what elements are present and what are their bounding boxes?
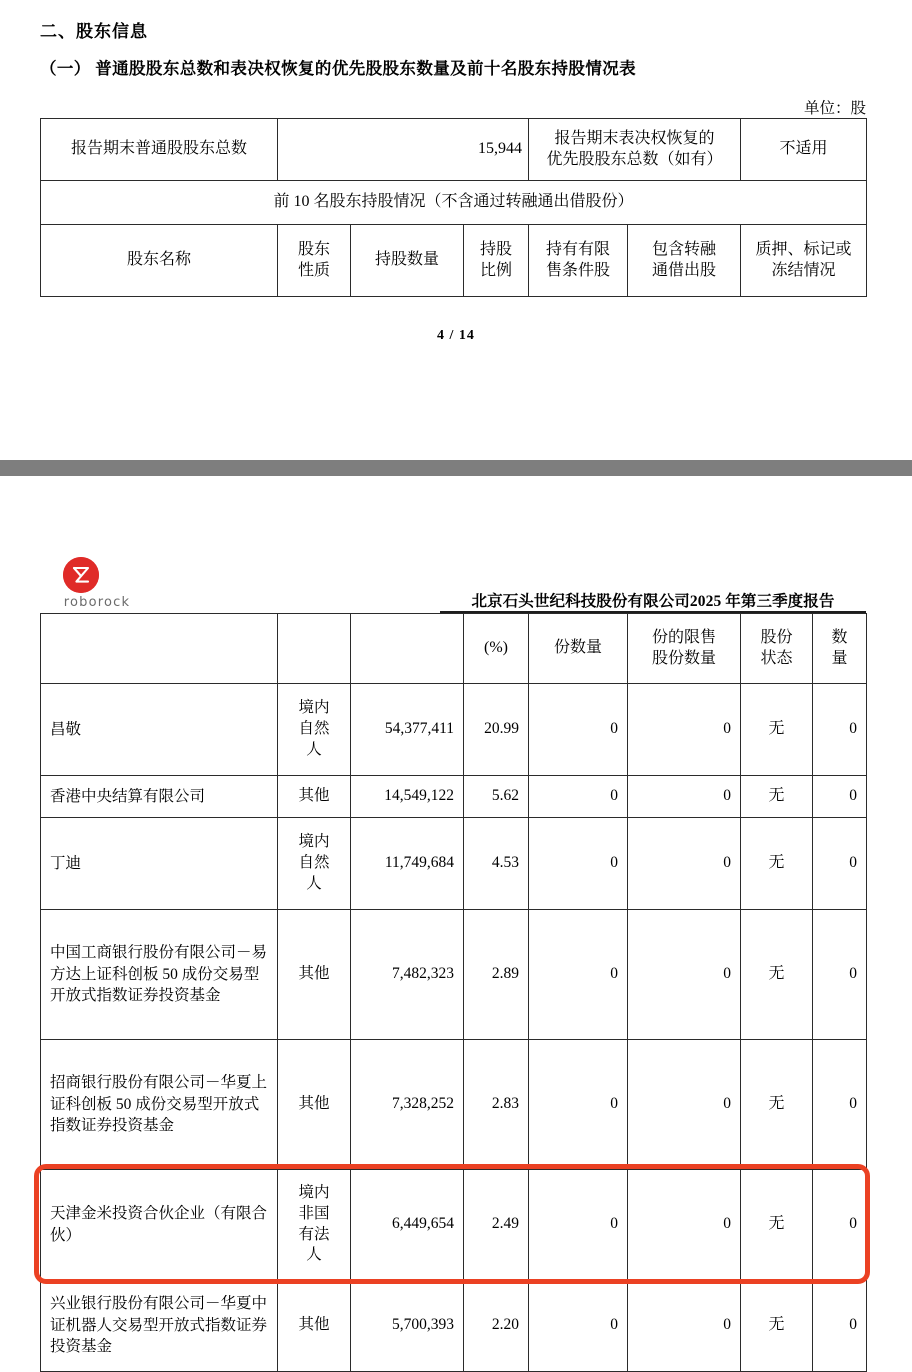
holder-nature-line: 境内 bbox=[298, 699, 330, 717]
total-common-shareholders-value: 15,944 bbox=[278, 119, 529, 181]
page-title: 二、股东信息 bbox=[40, 22, 148, 41]
holder-name: 兴业银行股份有限公司－华夏中证机器人交易型开放式指数证券投资基金 bbox=[41, 1280, 278, 1372]
holder-name: 招商银行股份有限公司－华夏上证科创板 50 成份交易型开放式指数证券投资基金 bbox=[41, 1040, 278, 1170]
holder-pledge-quantity: 0 bbox=[813, 1170, 867, 1280]
col-header-line1: 质押、标记或 bbox=[755, 240, 852, 258]
col-header-line2: 量 bbox=[831, 649, 848, 667]
holder-lent-shares: 0 bbox=[628, 1040, 741, 1170]
col-header-line1: (%) bbox=[484, 639, 508, 657]
document-page-five bbox=[0, 476, 912, 1356]
holder-name: 昌敬 bbox=[41, 684, 278, 776]
col-header-restricted-shares bbox=[529, 225, 628, 297]
holder-share-count: 14,549,122 bbox=[351, 776, 464, 818]
col-header-continued-1 bbox=[278, 614, 351, 684]
holder-restricted-shares: 0 bbox=[529, 684, 628, 776]
holder-nature-line: 人 bbox=[306, 740, 322, 758]
holder-nature-line: 其他 bbox=[298, 1316, 330, 1334]
holder-name: 天津金米投资合伙企业（有限合伙） bbox=[41, 1170, 278, 1280]
col-header-continued-7 bbox=[813, 614, 867, 684]
holder-lent-shares: 0 bbox=[628, 684, 741, 776]
holder-restricted-shares: 0 bbox=[529, 818, 628, 910]
holder-pledge-status: 无 bbox=[741, 776, 813, 818]
document-page-four bbox=[0, 0, 912, 460]
col-header-shareholder-name bbox=[41, 225, 278, 297]
col-header-line2: 状态 bbox=[760, 649, 793, 667]
page-number: 4 / 14 bbox=[437, 328, 475, 343]
shareholder-summary-table bbox=[40, 118, 867, 297]
holder-pledge-quantity: 0 bbox=[813, 818, 867, 910]
holder-pledge-status: 无 bbox=[741, 1280, 813, 1372]
running-header: 北京石头世纪科技股份有限公司2025 年第三季度报告 bbox=[471, 593, 835, 610]
holder-share-ratio: 20.99 bbox=[464, 684, 529, 776]
holder-nature bbox=[278, 776, 351, 818]
holder-nature bbox=[278, 1170, 351, 1280]
holder-nature-line: 非国 bbox=[298, 1204, 330, 1222]
total-common-shareholders-label: 报告期末普通股股东总数 bbox=[41, 119, 278, 181]
col-header-line2: 比例 bbox=[479, 261, 512, 279]
holder-name: 丁迪 bbox=[41, 818, 278, 910]
col-header-line1: 份的限售 bbox=[651, 628, 716, 646]
holder-nature-line: 有法 bbox=[298, 1225, 330, 1243]
col-header-continued-2 bbox=[351, 614, 464, 684]
holder-name: 香港中央结算有限公司 bbox=[41, 776, 278, 818]
holder-pledge-quantity: 0 bbox=[813, 684, 867, 776]
holder-pledge-quantity: 0 bbox=[813, 776, 867, 818]
holder-restricted-shares: 0 bbox=[529, 1170, 628, 1280]
table-header-row bbox=[41, 614, 867, 684]
col-header-continued-3 bbox=[464, 614, 529, 684]
holder-name: 中国工商银行股份有限公司－易方达上证科创板 50 成份交易型开放式指数证券投资基金 bbox=[41, 910, 278, 1040]
holder-nature bbox=[278, 684, 351, 776]
unit-note: 单位：股 bbox=[803, 100, 866, 117]
holder-nature-line: 其他 bbox=[298, 965, 330, 983]
roborock-logo bbox=[41, 557, 153, 615]
holder-pledge-status: 无 bbox=[741, 818, 813, 910]
roborock-mark-icon bbox=[63, 557, 99, 593]
holder-nature-line: 境内 bbox=[298, 833, 330, 851]
holder-lent-shares: 0 bbox=[628, 776, 741, 818]
holder-lent-shares: 0 bbox=[628, 910, 741, 1040]
col-header-line1: 股东名称 bbox=[126, 251, 191, 269]
holder-pledge-quantity: 0 bbox=[813, 1280, 867, 1372]
table-row bbox=[41, 818, 867, 910]
holder-share-count: 6,449,654 bbox=[351, 1170, 464, 1280]
col-header-line1: 股份 bbox=[760, 628, 793, 646]
table-row bbox=[41, 1040, 867, 1170]
holder-nature-line: 自然 bbox=[298, 720, 330, 738]
holder-pledge-quantity: 0 bbox=[813, 1040, 867, 1170]
holder-nature bbox=[278, 1280, 351, 1372]
holder-share-ratio: 2.49 bbox=[464, 1170, 529, 1280]
holder-share-ratio: 5.62 bbox=[464, 776, 529, 818]
holder-share-ratio: 2.83 bbox=[464, 1040, 529, 1170]
roborock-wordmark: roborock bbox=[63, 595, 131, 610]
holder-pledge-status: 无 bbox=[741, 910, 813, 1040]
holder-nature bbox=[278, 910, 351, 1040]
col-header-share-ratio bbox=[464, 225, 529, 297]
holder-share-ratio: 2.20 bbox=[464, 1280, 529, 1372]
holder-nature-line: 自然 bbox=[298, 854, 330, 872]
holder-lent-shares: 0 bbox=[628, 1280, 741, 1372]
holder-nature-line: 其他 bbox=[298, 787, 330, 805]
col-header-share-count bbox=[351, 225, 464, 297]
col-header-continued-4 bbox=[529, 614, 628, 684]
col-header-line2: 冻结情况 bbox=[771, 261, 836, 279]
holder-lent-shares: 0 bbox=[628, 818, 741, 910]
col-header-continued-0 bbox=[41, 614, 278, 684]
col-header-continued-5 bbox=[628, 614, 741, 684]
top-ten-holdings-table bbox=[40, 613, 867, 1372]
holder-pledge-quantity: 0 bbox=[813, 910, 867, 1040]
col-header-line1: 份数量 bbox=[553, 639, 602, 657]
table-row bbox=[41, 910, 867, 1040]
holder-pledge-status: 无 bbox=[741, 1040, 813, 1170]
holder-share-count: 7,328,252 bbox=[351, 1040, 464, 1170]
col-header-pledge-status bbox=[741, 225, 867, 297]
top-ten-holders-caption: 前 10 名股东持股情况（不含通过转融通出借股份） bbox=[41, 181, 867, 225]
col-header-line1: 持股数量 bbox=[374, 251, 439, 269]
col-header-line2: 股份数量 bbox=[651, 649, 716, 667]
col-header-line2: 性质 bbox=[297, 261, 330, 279]
holder-nature-line: 其他 bbox=[298, 1095, 330, 1113]
holder-nature-line: 境内 bbox=[298, 1183, 330, 1201]
holder-nature bbox=[278, 1040, 351, 1170]
table-header-row bbox=[41, 225, 867, 297]
col-header-shareholder-nature bbox=[278, 225, 351, 297]
holder-restricted-shares: 0 bbox=[529, 776, 628, 818]
holder-share-count: 11,749,684 bbox=[351, 818, 464, 910]
col-header-line1: 包含转融 bbox=[652, 240, 717, 258]
holder-pledge-status: 无 bbox=[741, 684, 813, 776]
holder-share-ratio: 2.89 bbox=[464, 910, 529, 1040]
table-row bbox=[41, 181, 867, 225]
col-header-line2: 通借出股 bbox=[652, 261, 717, 279]
col-header-line1: 持有有限 bbox=[545, 240, 610, 258]
holder-nature-line: 人 bbox=[306, 874, 322, 892]
restored-voting-preferred-label-line1: 报告期末表决权恢复的 bbox=[554, 129, 715, 147]
holder-nature-line: 人 bbox=[306, 1246, 322, 1264]
table-row bbox=[41, 1170, 867, 1280]
holder-share-ratio: 4.53 bbox=[464, 818, 529, 910]
restored-voting-preferred-value: 不适用 bbox=[741, 119, 867, 181]
holder-lent-shares: 0 bbox=[628, 1170, 741, 1280]
col-header-line2: 售条件股 bbox=[545, 261, 610, 279]
holder-nature bbox=[278, 818, 351, 910]
col-header-line1: 持股 bbox=[479, 240, 512, 258]
table-row bbox=[41, 684, 867, 776]
col-header-continued-6 bbox=[741, 614, 813, 684]
holder-restricted-shares: 0 bbox=[529, 910, 628, 1040]
holder-restricted-shares: 0 bbox=[529, 1040, 628, 1170]
holder-share-count: 7,482,323 bbox=[351, 910, 464, 1040]
table-row bbox=[41, 776, 867, 818]
table-row bbox=[41, 119, 867, 181]
restored-voting-preferred-label-line2: 优先股股东总数（如有） bbox=[546, 150, 723, 168]
holder-restricted-shares: 0 bbox=[529, 1280, 628, 1372]
col-header-line1: 股东 bbox=[297, 240, 330, 258]
col-header-line1: 数 bbox=[831, 628, 848, 646]
page-separator-band bbox=[0, 460, 912, 476]
restored-voting-preferred-label bbox=[529, 119, 741, 181]
holder-share-count: 54,377,411 bbox=[351, 684, 464, 776]
holder-share-count: 5,700,393 bbox=[351, 1280, 464, 1372]
subsection-heading: （一） 普通股股东总数和表决权恢复的优先股股东数量及前十名股东持股情况表 bbox=[40, 59, 637, 78]
table-row bbox=[41, 1280, 867, 1372]
col-header-lent-shares bbox=[628, 225, 741, 297]
holder-pledge-status: 无 bbox=[741, 1170, 813, 1280]
